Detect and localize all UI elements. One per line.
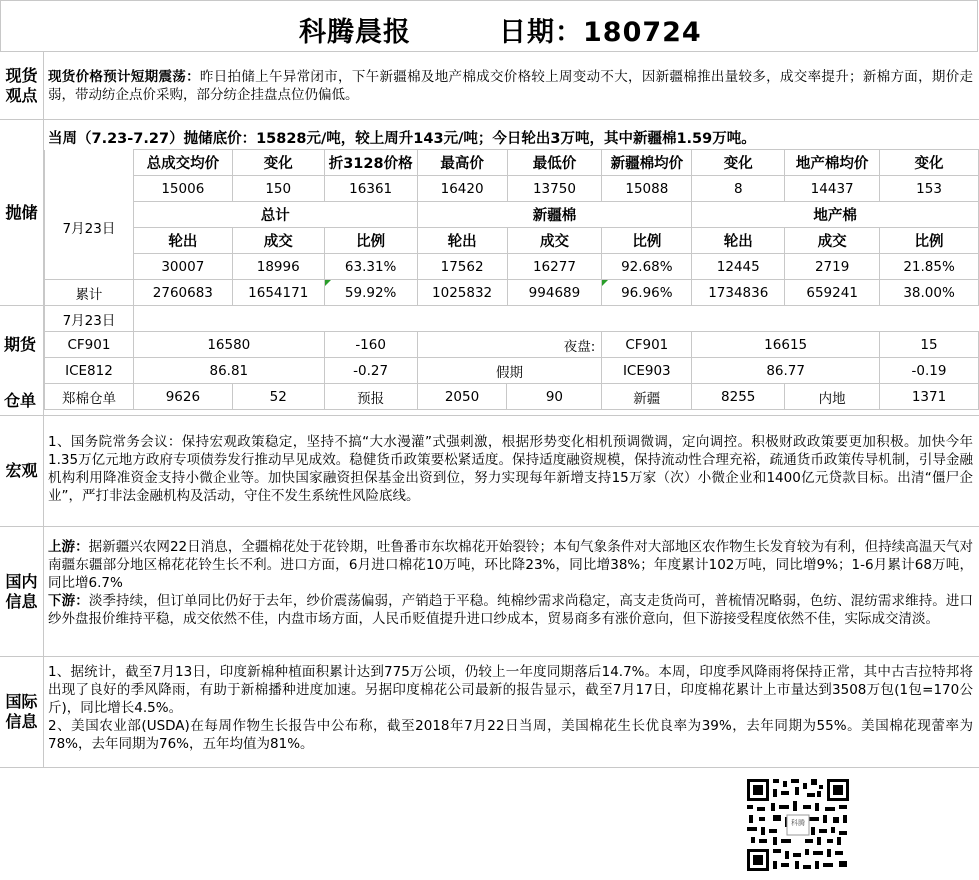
- table-cell: 63.31%: [324, 254, 417, 280]
- price-header-row: [45, 150, 979, 176]
- international-paragraph-2: 2、美国农业部(USDA)在每周作物生长报告中公布称，截至2018年7月22日当周，美国棉花生长优良率为39%，去年同期为55%。美国棉花现蕾率为78%，去年同期为76%，五年均值为81%。: [48, 718, 973, 752]
- ice903-change: -0.19: [880, 358, 979, 384]
- international-paragraph-1: 1、据统计，截至7月13日，印度新棉种植面积累计达到775万公顷，仍较上一年度同期落后14.7%。本周，印度季风降雨将保持正常，其中古吉拉特邦将出现了良好的季风降雨，有助于新棉播种进度加速。另据印度棉花公司最新的报告显示，截至7月17日，印度棉花累计上市量达到3508万包(1包=170公斤)，同比增长4.5%。: [48, 664, 973, 716]
- spot-text: 现货价格预计短期震荡：昨日拍储上午异常闭市，下午新疆棉及地产棉成交价格较上周变动不大，因新疆棉推出量较多，成交率提升；新棉方面，期价走弱，带动纺企点价采购，部分纺企挂盘点位仍偏低。: [48, 69, 974, 103]
- warehouse-cell: 新疆: [602, 384, 692, 410]
- night-cf-value: 16615: [692, 332, 880, 358]
- macro-label: 宏观: [0, 416, 44, 526]
- table-cell: 8: [692, 176, 785, 202]
- group-header-total: 总计: [133, 202, 417, 228]
- warehouse-cell: 预报: [324, 384, 417, 410]
- table-cell: 16361: [324, 176, 417, 202]
- futures-ice-row: [45, 358, 979, 384]
- table-cell: 15006: [133, 176, 232, 202]
- sub-header-row: [45, 228, 979, 254]
- ice812-value: 86.81: [133, 358, 324, 384]
- sub-header: 比例: [324, 228, 417, 254]
- ice812-change: -0.27: [324, 358, 417, 384]
- reserve-section: [0, 120, 979, 306]
- upstream-paragraph: 上游：据新疆兴农网22日消息，全疆棉花处于花铃期，吐鲁番市东坎棉花开始裂铃；本旬气象条件对大部地区农作物生长发育较为有利，但持续高温天气对南疆东疆部分地区棉花花铃生长不利。进口方面，6月进口棉花10万吨，环比降23%，同比增38%；年度累计102万吨，同比增9%；1-6月累计68万吨，同比增6.7%: [48, 539, 973, 591]
- col-header: 折3128价格: [324, 150, 417, 176]
- table-cell: 12445: [692, 254, 785, 280]
- table-cell: 17562: [417, 254, 507, 280]
- ice903-name: ICE903: [602, 358, 692, 384]
- warehouse-cell: 2050: [417, 384, 507, 410]
- col-header: 变化: [880, 150, 979, 176]
- table-cell: 21.85%: [880, 254, 979, 280]
- col-header: 总成交均价: [133, 150, 232, 176]
- macro-section: [0, 416, 979, 527]
- reserve-date: 7月23日: [45, 176, 134, 280]
- international-section: [0, 657, 979, 768]
- night-cf-name: CF901: [602, 332, 692, 358]
- table-cell: 659241: [785, 280, 880, 306]
- downstream-paragraph: 下游：淡季持续，但订单同比仍好于去年，纱价震荡偏弱，产销趋于平稳。纯棉纱需求尚稳定，高支走货尚可，普梳情况略弱，色纺、混纺需求维持。进口纱外盘报价维持平稳，成交依然不佳，内盘市场方面，人民币贬值提升进口纱成本，贸易商多有涨价意向，但下游接受程度依然不佳，实际成交清淡。: [48, 593, 974, 627]
- table-cell: 150: [232, 176, 324, 202]
- warehouse-cell: 郑棉仓单: [45, 384, 134, 410]
- col-header: 最高价: [417, 150, 507, 176]
- warehouse-cell: 8255: [692, 384, 785, 410]
- warehouse-cell: 1371: [880, 384, 979, 410]
- table-cell: 994689: [507, 280, 602, 306]
- futures-section: [0, 306, 979, 416]
- domestic-section: [0, 527, 979, 657]
- warehouse-cell: 90: [507, 384, 602, 410]
- table-cell: 1654171: [232, 280, 324, 306]
- futures-date: 7月23日: [45, 306, 134, 332]
- warehouse-cell: 9626: [133, 384, 232, 410]
- table-cell: 153: [880, 176, 979, 202]
- table-cell: 14437: [785, 176, 880, 202]
- table-cell: 1734836: [692, 280, 785, 306]
- international-text: [48, 663, 973, 753]
- reserve-label: 抛储: [0, 120, 44, 305]
- col-header: 最低价: [507, 150, 602, 176]
- group-header-row: [45, 202, 979, 228]
- sub-header: 轮出: [692, 228, 785, 254]
- table-cell: 15088: [602, 176, 692, 202]
- futures-label: 期货: [4, 335, 37, 354]
- table-cell: 1025832: [417, 280, 507, 306]
- table-cell: 96.96%: [602, 280, 692, 306]
- warehouse-row: [45, 384, 979, 410]
- report-date: 日期：180724: [499, 17, 702, 48]
- holiday-label: 假期: [417, 358, 602, 384]
- daily-value-row: [45, 254, 979, 280]
- report-title: 科腾晨报: [299, 17, 411, 48]
- reserve-summary: 当周（7.23-7.27）抛储底价：15828元/吨，较上周升143元/吨；今日轮出3万吨，其中新疆棉1.59万吨。: [48, 131, 756, 147]
- reserve-table: [44, 149, 979, 306]
- group-header-xinjiang: 新疆棉: [417, 202, 692, 228]
- table-cell: 16420: [417, 176, 507, 202]
- warehouse-cell: 52: [232, 384, 324, 410]
- cf901-name: CF901: [45, 332, 134, 358]
- domestic-label: 国内信息: [0, 527, 44, 656]
- macro-text: 1、国务院常务会议：保持宏观政策稳定，坚持不搞“大水漫灌”式强刺激，根据形势变化相机预调微调，定向调控。积极财政政策要更加积极。加快今年1.35万亿元地方政府专项债券发行推动早见成效。稳健货币政策要松紧适度。保持适度融资规模，保持流动性合理充裕，疏通货币政策传导机制，引导金融机构利用降准资金支持小微企业等。加快国家融资担保基金出资到位，努力实现每年新增支持15万家（次）小微企业和1400亿元贷款目标。出清“僵尸企业”，严打非法金融机构及活动，守住不发生系统性风险底线。: [48, 434, 973, 504]
- col-header: 变化: [692, 150, 785, 176]
- ice903-value: 86.77: [692, 358, 880, 384]
- sub-header: 轮出: [133, 228, 232, 254]
- domestic-text: [48, 538, 973, 628]
- report-header: [0, 0, 978, 52]
- sub-header: 成交: [507, 228, 602, 254]
- sub-header: 成交: [232, 228, 324, 254]
- ice812-name: ICE812: [45, 358, 134, 384]
- night-label: 夜盘:: [417, 332, 602, 358]
- qr-code: [745, 777, 851, 873]
- col-header: 变化: [232, 150, 324, 176]
- spot-label: 现货观点: [0, 52, 44, 119]
- futures-cf-row: [45, 332, 979, 358]
- cf901-change: -160: [324, 332, 417, 358]
- spot-section: [0, 52, 979, 120]
- qr-caption: 科腾: [791, 819, 805, 827]
- futures-table: [44, 306, 979, 410]
- warehouse-label: 仓单: [4, 391, 37, 410]
- cumulative-label: 累计: [45, 280, 134, 306]
- cumulative-row: [45, 280, 979, 306]
- futures-date-row: [45, 306, 979, 332]
- sub-header: 成交: [785, 228, 880, 254]
- cf901-value: 16580: [133, 332, 324, 358]
- col-header: 地产棉均价: [785, 150, 880, 176]
- price-value-row: [45, 176, 979, 202]
- col-header: 新疆棉均价: [602, 150, 692, 176]
- table-cell: 92.68%: [602, 254, 692, 280]
- table-cell: 38.00%: [880, 280, 979, 306]
- table-cell: 16277: [507, 254, 602, 280]
- table-cell: 2719: [785, 254, 880, 280]
- sub-header: 比例: [602, 228, 692, 254]
- international-label: 国际信息: [0, 657, 44, 767]
- warehouse-cell: 内地: [785, 384, 880, 410]
- group-header-local: 地产棉: [692, 202, 979, 228]
- table-cell: 2760683: [133, 280, 232, 306]
- table-cell: 18996: [232, 254, 324, 280]
- table-cell: 59.92%: [324, 280, 417, 306]
- sub-header: 轮出: [417, 228, 507, 254]
- night-cf-change: 15: [880, 332, 979, 358]
- sub-header: 比例: [880, 228, 979, 254]
- table-cell: 30007: [133, 254, 232, 280]
- table-cell: 13750: [507, 176, 602, 202]
